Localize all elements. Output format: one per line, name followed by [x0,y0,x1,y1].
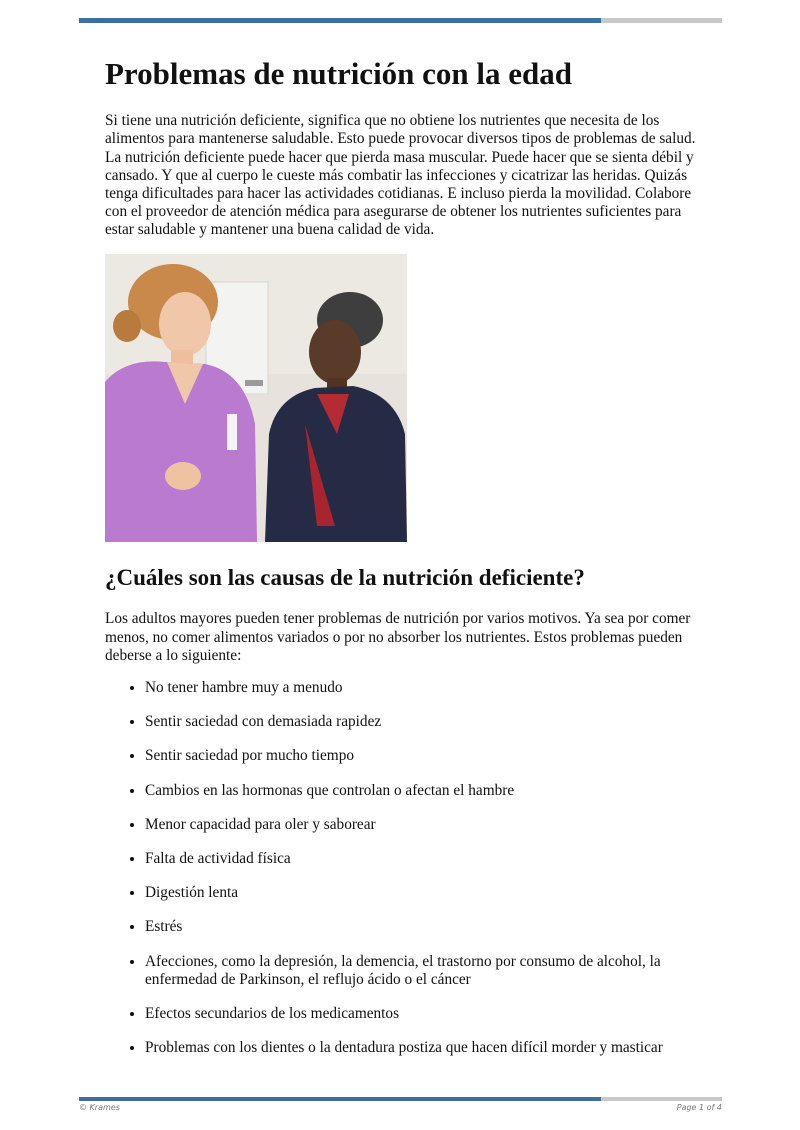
photo-nurse-and-patient [105,254,407,542]
footer-rule [79,1097,722,1101]
copyright-notice: © Krames [79,1103,120,1112]
list-item: • Cambios en las hormonas que controlan o afectan el hambre [145,782,705,800]
list-item: • Falta de actividad física [145,850,705,868]
list-item: • Sentir saciedad por mucho tiempo [145,747,705,765]
section-paragraph: Los adultos mayores pueden tener problemas de nutrición por varios motivos. Ya sea por comer menos, no comer alimentos variados o por no absorber los nutrientes. Estos problemas pueden deberse a lo siguiente: [105,610,691,664]
list-item: • No tener hambre muy a menudo [145,679,705,697]
list-item: • Estrés [145,918,705,936]
list-item: • Sentir saciedad con demasiada rapidez [145,713,705,731]
page-number: Page 1 of 4 [676,1103,722,1112]
header-rule-accent [79,18,601,23]
list-item: • Afecciones, como la depresión, la demencia, el trastorno por consumo de alcohol, la enfermedad de Parkinson, el reflujo ácido o el cáncer [145,953,705,989]
header-rule [79,18,722,23]
intro-paragraph: Si tiene una nutrición deficiente, significa que no obtiene los nutrientes que necesita de los alimentos para mantenerse saludable. Esto puede provocar diversos tipos de problemas de salud. La nutrición deficiente puede hacer que pierda masa muscular. Puede hacer que se sienta débil y cansado. Y que al cuerpo le cueste más combatir las infecciones y cicatrizar las heridas. Quizás tenga dificultades para hacer las actividades cotidianas. E incluso pierda la movilidad. Colabore con el proveedor de atención médica para asegurarse de obtener los nutrientes suficientes para estar saludable y mantener una buena calidad de vida. [105,112,696,239]
page-content [105,55,705,1073]
list-item: • Problemas con los dientes o la dentadura postiza que hacen difícil morder y masticar [145,1039,705,1057]
list-item: • Efectos secundarios de los medicamentos [145,1005,705,1023]
page-title: Problemas de nutrición con la edad [105,56,573,91]
list-item: • Menor capacidad para oler y saborear [145,816,705,834]
causes-list [105,679,705,1057]
footer-rule-accent [79,1097,601,1101]
section-heading-causes: ¿Cuáles son las causas de la nutrición deficiente? [105,564,585,590]
list-item: • Digestión lenta [145,884,705,902]
